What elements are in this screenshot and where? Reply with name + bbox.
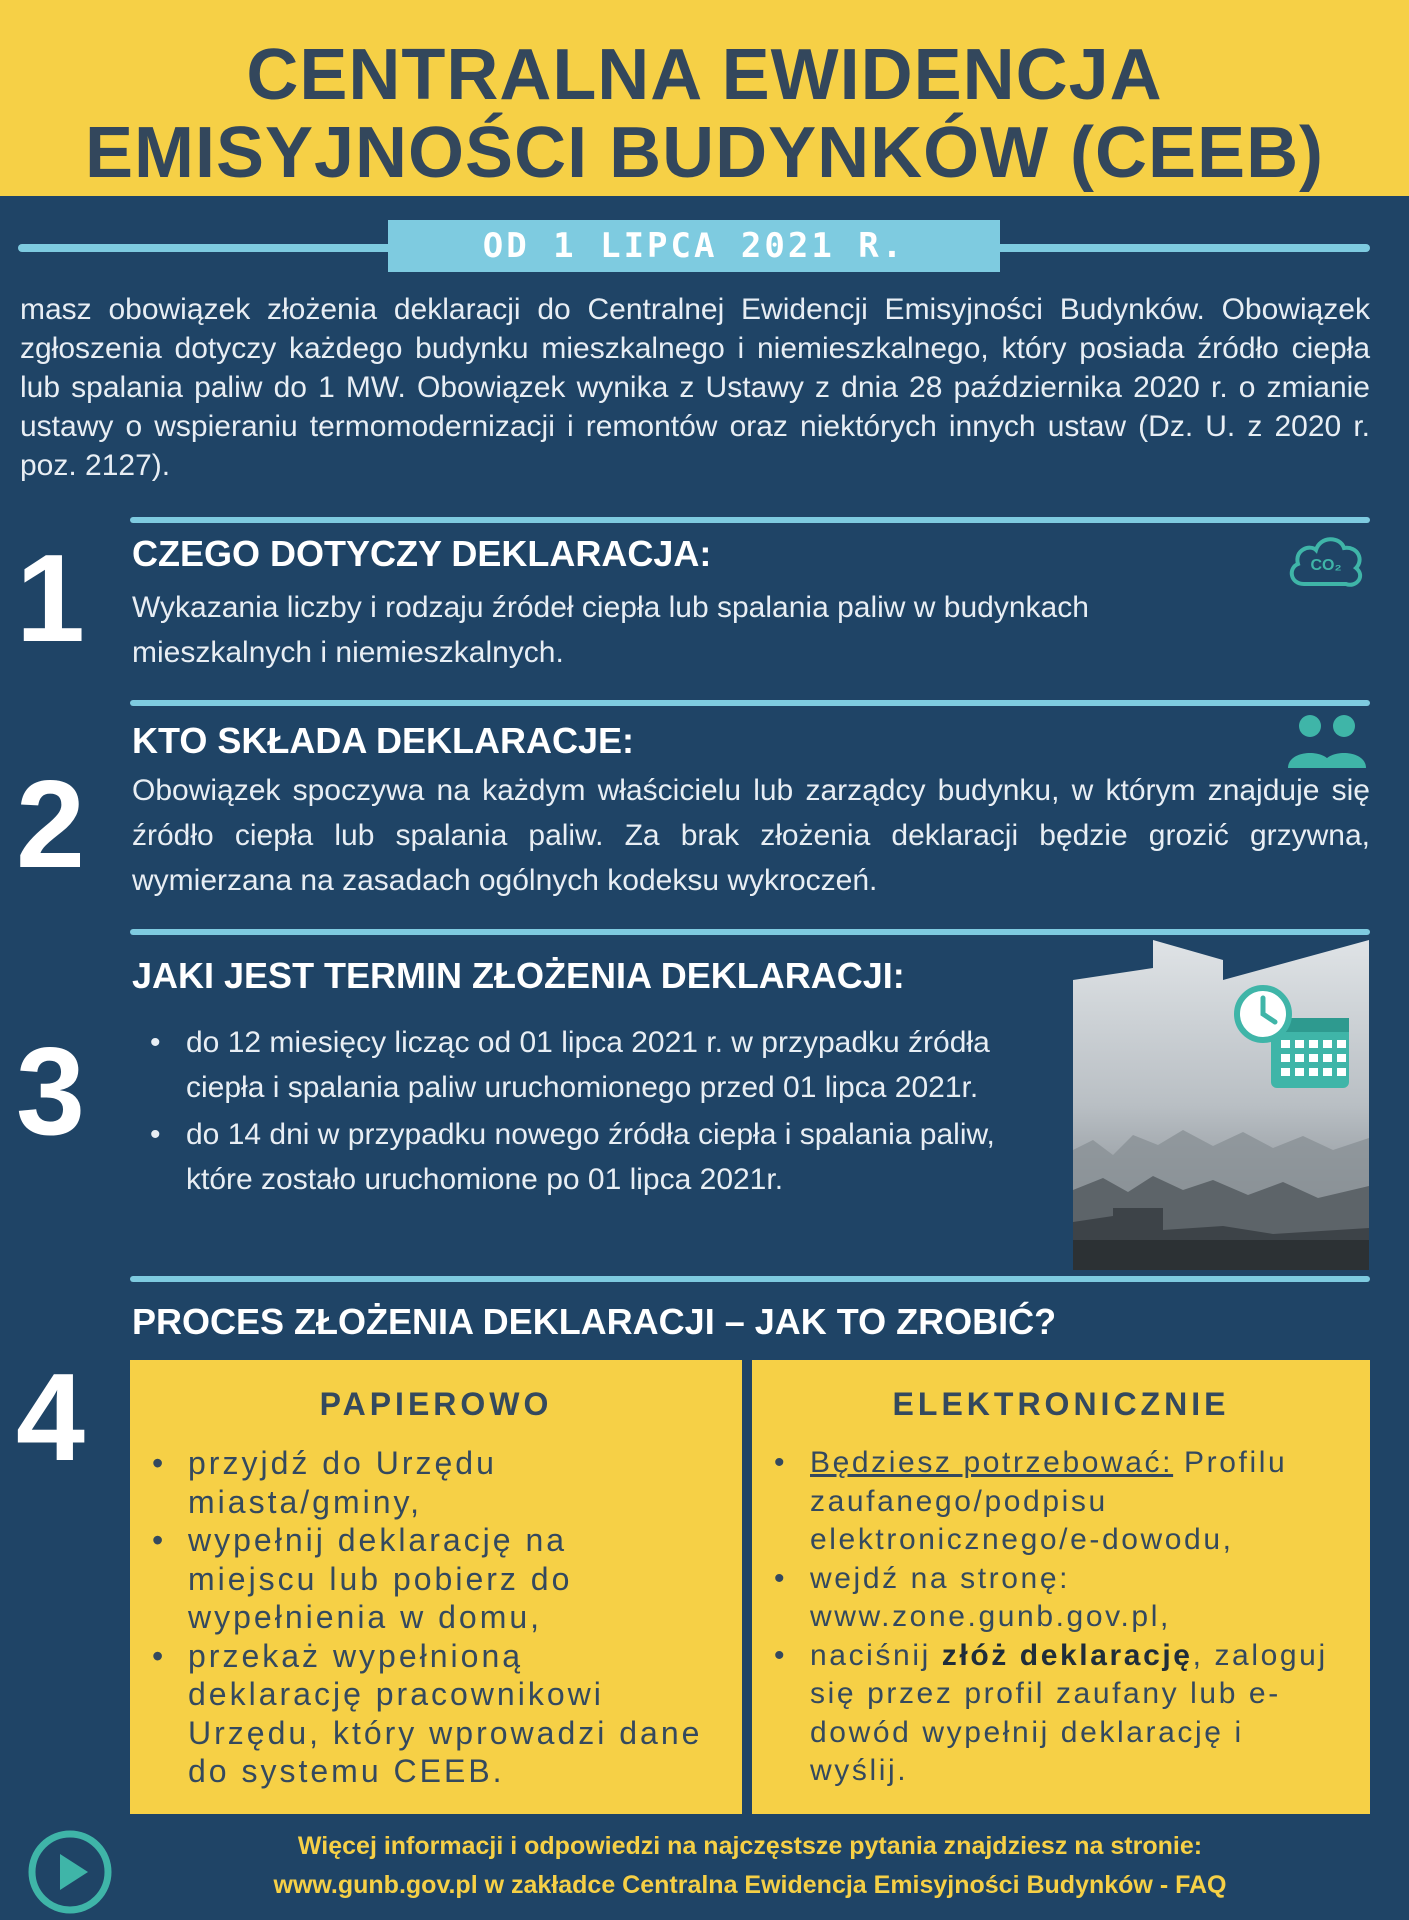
electronic-step-3 xyxy=(770,1637,1350,1791)
paper-steps-list xyxy=(148,1444,708,1791)
footer-info xyxy=(130,1827,1370,1905)
title-line-2: EMISYJNOŚCI BUDYNKÓW (CEEB) xyxy=(84,113,1325,193)
play-icon[interactable] xyxy=(28,1830,112,1914)
paper-method-box xyxy=(130,1360,742,1814)
section-2-title: KTO SKŁADA DEKLARACJE: xyxy=(132,720,635,761)
header-banner xyxy=(0,0,1409,196)
paper-method-title: PAPIEROWO xyxy=(319,1386,553,1422)
footer-line-1: Więcej informacji i odpowiedzi na najczęstsze pytania znajdziesz na stronie: xyxy=(297,1832,1203,1860)
co2-label: CO₂ xyxy=(1310,557,1342,574)
deadline-item-2: • do 14 dni w przypadku nowego źródła ciepła i spalania paliw, które zostało uruchomione po 01 lipca 2021r. xyxy=(134,1112,1014,1202)
section-4-title: PROCES ZŁOŻENIA DEKLARACJI – JAK TO ZROBIĆ? xyxy=(132,1301,1057,1342)
needed-label: Będziesz potrzebować: xyxy=(810,1446,1174,1479)
title-line-1: CENTRALNA EWIDENCJA xyxy=(246,35,1163,115)
footer-line-2[interactable]: www.gunb.gov.pl w zakładce Centralna Ewidencja Emisyjności Budynków - FAQ xyxy=(273,1871,1227,1899)
intro-text: masz obowiązek złożenia deklaracji do Centralnej Ewidencji Emisyjności Budynków. Obowiązek zgłoszenia dotyczy każdego budynku mieszkalnego i niemieszkalnego, który posiada źródło ciepła lub spalania paliw do 1 MW. Obowiązek wynika z Ustawy z dnia 28 października 2020 r. o zmianie ustawy o wspieraniu termomodernizacji i remontów oraz niektórych innych ustaw (Dz. U. z 2020 r. poz. 2127). xyxy=(20,293,1370,482)
electronic-method-box xyxy=(752,1360,1370,1814)
page-title xyxy=(0,36,1409,192)
paper-step-3: • przekaż wypełnioną deklarację pracownikowi Urzędu, który wprowadzi dane do systemu CEEB. xyxy=(148,1637,708,1791)
city-smog-photo xyxy=(1073,940,1369,1270)
section-1-divider xyxy=(130,517,1370,523)
section-2-text: Obowiązek spoczywa na każdym właścicielu lub zarządcy budynku, w którym znajduje się źródło ciepła lub spalania paliw. Za brak złożenia deklaracji będzie grozić grzywna, wymierzana na zasadach ogólnych kodeksu wykroczeń. xyxy=(132,774,1370,897)
section-1-number: 1 xyxy=(16,530,85,668)
date-ribbon: OD 1 LIPCA 2021 R. xyxy=(388,220,1000,272)
login-text: , zaloguj się przez profil zaufany lub e-dowód wypełnij deklarację i wyślij. xyxy=(810,1638,1328,1787)
paper-step-2: • wypełnij deklarację na miejscu lub pobierz do wypełnienia w domu, xyxy=(148,1521,708,1637)
section-2-number: 2 xyxy=(16,756,85,894)
section-2-divider xyxy=(130,700,1370,706)
electronic-steps-list xyxy=(770,1444,1350,1791)
electronic-step-1 xyxy=(770,1444,1350,1560)
deadline-item-1: • do 12 miesięcy licząc od 01 lipca 2021 r. w przypadku źródła ciepła i spalania paliw uruchomionego przed 01 lipca 2021r. xyxy=(134,1020,1014,1110)
section-1-text: Wykazania liczby i rodzaju źródeł ciepła lub spalania paliw w budynkach mieszkalnych i niemieszkalnych. xyxy=(132,591,1089,669)
paper-step-1: • przyjdź do Urzędu miasta/gminy, xyxy=(148,1444,708,1521)
section-3-title: JAKI JEST TERMIN ZŁOŻENIA DEKLARACJI: xyxy=(132,955,905,996)
press-text: naciśnij xyxy=(810,1638,931,1672)
deadline-list xyxy=(134,1020,1014,1202)
section-4-divider xyxy=(130,1276,1370,1282)
section-3-divider xyxy=(130,929,1370,935)
section-4-number: 4 xyxy=(16,1349,85,1487)
clock-calendar-icon xyxy=(1233,984,1353,1094)
submit-declaration-text: złóż deklarację xyxy=(941,1638,1193,1672)
electronic-step-2: • wejdź na stronę: www.zone.gunb.gov.pl, xyxy=(770,1560,1350,1637)
people-icon xyxy=(1286,712,1368,770)
section-1-title: CZEGO DOTYCZY DEKLARACJA: xyxy=(132,533,712,574)
section-3-number: 3 xyxy=(16,1023,85,1161)
needed-items: Profilu zaufanego/podpisu elektronicznego/e-dowodu, xyxy=(810,1446,1288,1556)
electronic-method-title: ELEKTRONICZNIE xyxy=(892,1386,1230,1422)
co2-cloud-icon xyxy=(1284,528,1368,594)
